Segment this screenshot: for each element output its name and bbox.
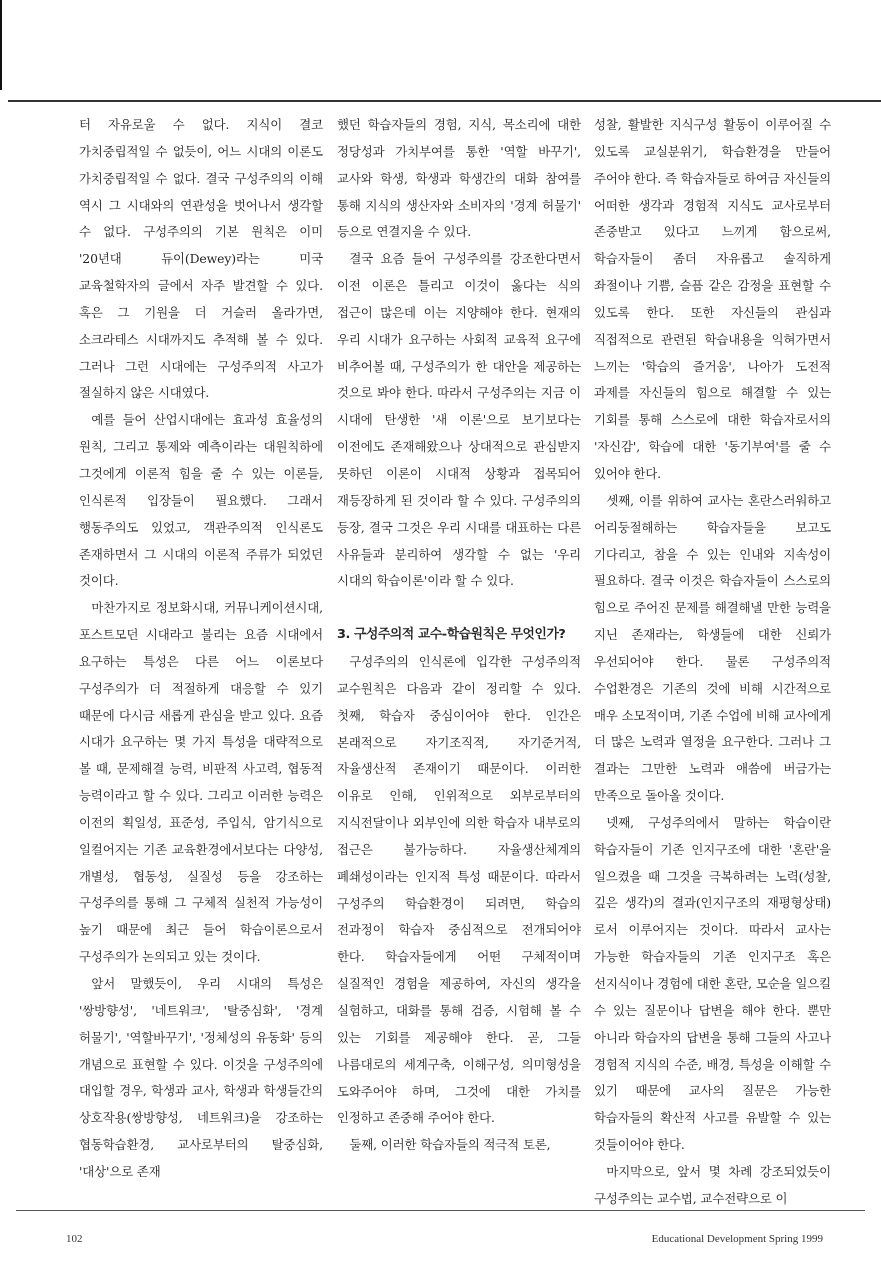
paragraph: 했던 학습자들의 경험, 지식, 목소리에 대한 정당성과 가치부여를 통한 '역할 바꾸기', 교사와 학생, 학생과 학생간의 대화 참여를 통해 지식의 생산자와 소비자의 '경계 허물기' 등으로 연결지을 수 있다. [337,117,581,240]
column-1 [79,112,323,1186]
paragraph: 마찬가지로 정보화시대, 커뮤니케이션시대, 포스트모던 시대라고 불리는 요즘 시대에서 요구하는 특성은 다른 어느 이론보다 구성주의가 더 적절하게 대응할 수 있기 때문에 다시금 새롭게 관심을 받고 있다. 요즘 시대가 요구하는 몇 가지 특성을 대략적으로 볼 때, 문제해결 능력, 비판적 사고력, 협동적 능력이라고 할 수 있다. 그리고 이러한 능력은 이전의 획일성, 표준성, 주입식, 암기식으로 일컬어지는 기존 교육환경에서보다는 다양성, 개별성, 협동성, 실질성 등을 강조하는 구성주의를 통해 그 구체적 실천적 가능성이 높기 때문에 최근 들어 학습이론으로서 구성주의가 논의되고 있는 것이다. [79,600,323,965]
section-spacer [337,595,581,622]
paragraph: 결국 요즘 들어 구성주의를 강조한다면서 이전 이론은 틀리고 이것이 옳다는 식의 접근이 많은데 이는 지양해야 한다. 현재의 우리 시대가 요구하는 사회적 교육적 요구에 비추어볼 때, 구성주의가 한 대안을 제공하는 것으로 봐야 한다. 따라서 구성주의는 지금 이 시대에 탄생한 '새 이론'으로 보기보다는 이전에도 존재해왔으나 상대적으로 관심받지 못하던 이론이 시대적 상황과 접목되어 재등장하게 된 것이라 할 수 있다. 구성주의의 등장, 결국 그것은 우리 시대를 대표하는 다른 사유들과 분리하여 생각할 수 없는 '우리 시대의 학습이론'이라 할 수 있다. [337,251,581,589]
journal-title: Educational Development Spring 1999 [651,1233,823,1245]
column-3 [594,112,831,1213]
header-rule [8,100,881,102]
footer-rule [16,1210,865,1211]
paragraph: 마지막으로, 앞서 몇 차례 강조되었듯이 구성주의는 교수법, 교수전략으로 이 [594,1163,831,1206]
paragraph: 터 자유로울 수 없다. 지식이 결코 가치중립적일 수 없듯이, 어느 시대의 이론도 가치중립적일 수 없다. 결국 구성주의의 이해 역시 그 시대와의 연관성을 벗어나서 생각할 수 없다. 구성주의의 기본 원칙은 이미 '20년대 듀이(Dewey)라는 미국 교육철학자의 글에서 자주 발견할 수 있다. 혹은 그 기원을 더 거슬러 올라가면, 소크라테스 시대까지도 추적해 볼 수 있다. 그러나 그런 시대에는 구성주의적 사고가 절실하지 않은 시대였다. [79,117,323,401]
paragraph: 구성주의의 인식론에 입각한 구성주의적 교수원칙은 다음과 같이 정리할 수 있다. 첫째, 학습자 중심이어야 한다. 인간은 본래적으로 자기조직적, 자기준거적, 자율생산적 존재이기 때문이다. 이러한 이유로 인해, 인위적으로 외부로부터의 지식전달이나 외부인에 의한 학습자 내부로의 접근은 불가능하다. 자율생산체계의 폐쇄성이라는 인지적 특성 때문이다. 따라서 구성주의 학습환경이 되려면, 학습의 전과정이 학습자 중심적으로 전개되어야 한다. 학습자들에게 어떤 구체적이며 실질적인 경험을 제공하여, 자신의 생각을 실험하고, 대화를 통해 검증, 시험해 볼 수 있는 기회를 제공해야 한다. 곧, 그들 나름대로의 세계구축, 이해구성, 의미형성을 도와주어야 하며, 그것에 대한 가치를 인정하고 존중해 주어야 한다. [337,654,581,1126]
paragraph: 성찰, 활발한 지식구성 활동이 이루어질 수 있도록 교실분위기, 학습환경을 만들어 주어야 한다. 즉 학습자들로 하여금 자신들의 어떠한 생각과 경험적 지식도 교사로부터 존중받고 있다고 느끼게 함으로써, 학습자들이 좀더 자유롭고 솔직하게 좌절이나 기쁨, 슬픔 같은 감정을 표현할 수 있도록 한다. 또한 자신들의 관심과 직접적으로 관련된 학습내용을 익혀가면서 느끼는 '학습의 즐거움', 나아가 도전적 과제를 자신들의 힘으로 해결할 수 있는 기회를 통해 스스로에 대한 학습자로서의 '자신감', 학습에 대한 '동기부여'를 줄 수 있어야 한다. [594,117,831,481]
paragraph: 넷째, 구성주의에서 말하는 학습이란 학습자들이 기존 인지구조에 대한 '혼란'을 일으켰을 때 그것을 극복하려는 노력(성찰, 깊은 생각)의 결과(인지구조의 재평형상태)로서 이루어지는 것이다. 따라서 교사는 가능한 학습자들의 기존 인지구조 혹은 선지식이나 경험에 대한 혼란, 모순을 일으킬 수 있는 질문이나 답변을 해야 한다. 뿐만 아니라 학습자의 답변을 통해 그들의 사고나 경험적 지식의 수준, 배경, 특성을 이해할 수 있기 때문에 교사의 질문은 가능한 학습자들의 확산적 사고를 유발할 수 있는 것들이어야 한다. [594,814,831,1153]
paragraph: 예를 들어 산업시대에는 효과성 효율성의 원칙, 그리고 통제와 예측이라는 대원칙하에 그것에게 이론적 힘을 줄 수 있는 이론들, 인식론적 입장들이 필요했다. 그래서 행동주의도 있었고, 객관주의적 인식론도 존재하면서 그 시대의 이론적 주류가 되었던 것이다. [79,412,323,589]
section-heading: 3. 구성주의적 교수-학습원칙은 무엇인가? [337,627,566,643]
paragraph: 앞서 말했듯이, 우리 시대의 특성은 '쌍방향성', '네트워크', '탈중심화', '경계 허물기', '역할바꾸기', '정체성의 유동화' 등의 개념으로 표현할 수 있다. 이것을 구성주의에 대입할 경우, 학생과 교사, 학생과 학생들간의 상호작용(쌍방향성, 네트워크)을 강조하는 협동학습환경, 교사로부터의 탈중심화, '대상'으로 존재 [79,976,323,1179]
column-2 [337,112,581,1159]
paragraph: 둘째, 이러한 학습자들의 적극적 토론, [349,1137,551,1153]
paragraph: 셋째, 이를 위하여 교사는 혼란스러워하고 어리둥절해하는 학습자들을 보고도 기다리고, 참을 수 있는 인내와 지속성이 필요하다. 결국 이것은 학습자들이 스스로의 힘으로 주어진 문제를 해결해낼 만한 능력을 지닌 존재라는, 학생들에 대한 신뢰가 우선되어야 한다. 물론 구성주의적 수업환경은 기존의 것에 비해 시간적으로 매우 소모적이며, 기존 수업에 비해 교사에게 더 많은 노력과 열정을 요구한다. 그러나 그 결과는 그만한 노력과 애씀에 버금가는 만족으로 돌아올 것이다. [594,492,831,804]
page-number: 102 [66,1233,83,1245]
page-edge-line [0,0,2,90]
